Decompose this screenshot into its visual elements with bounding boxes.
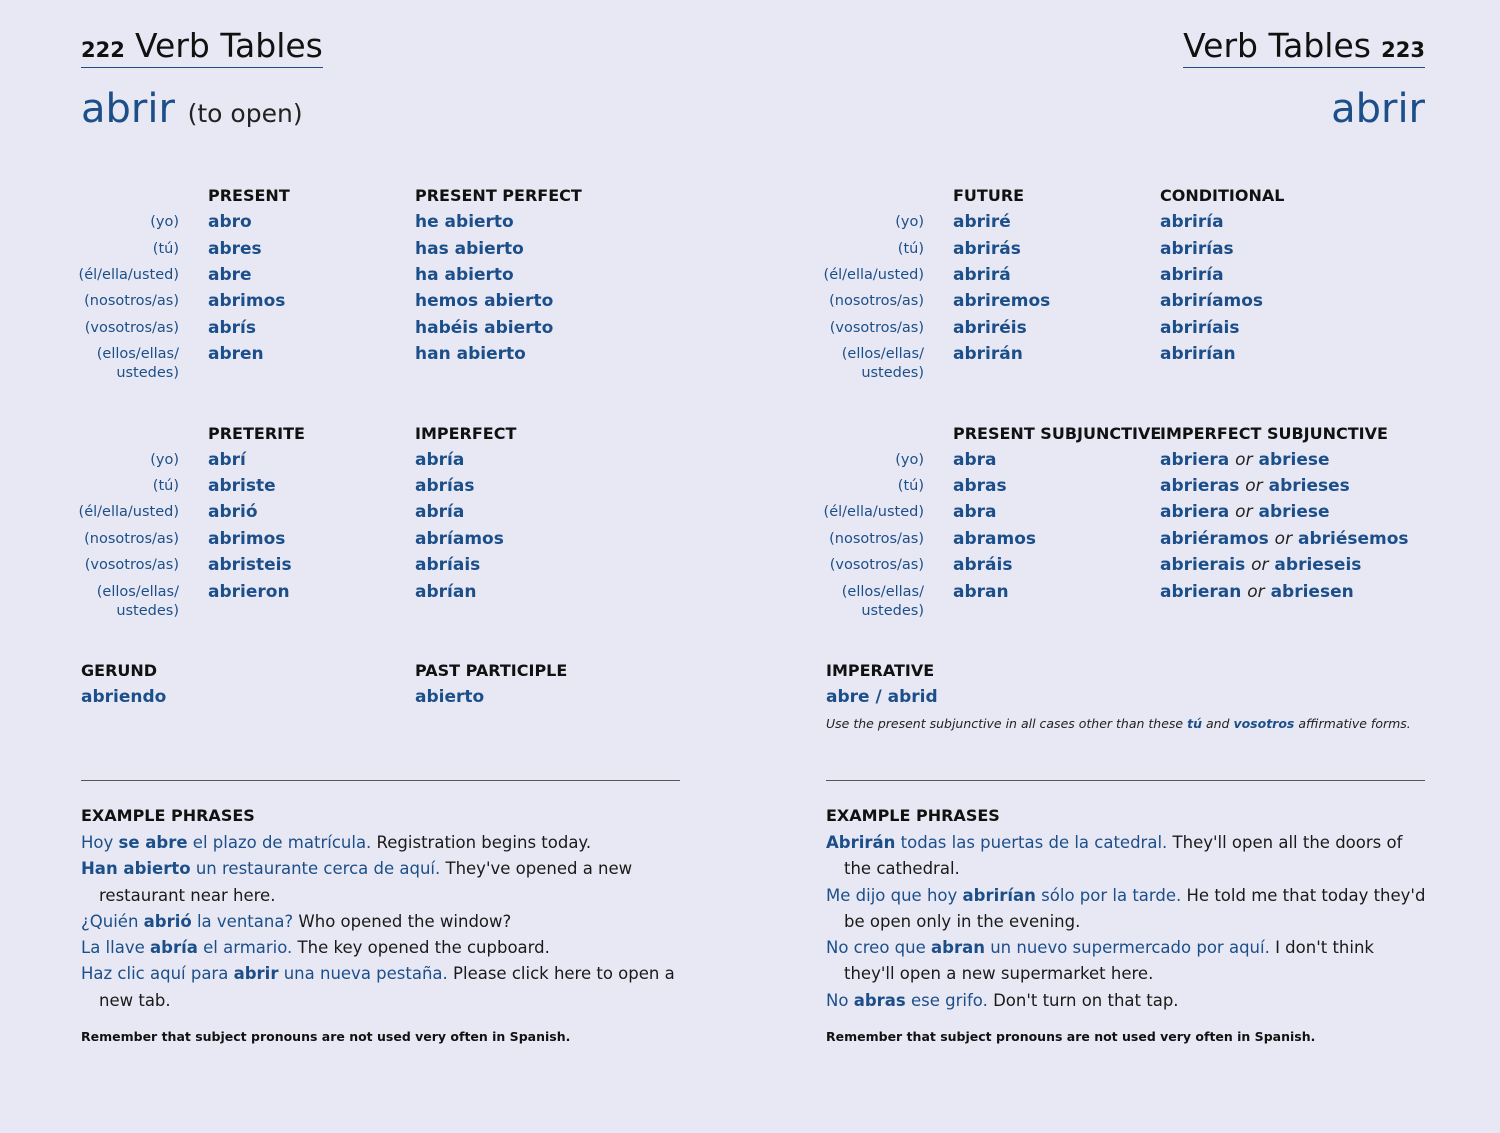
pronoun-tu: (tú) (897, 478, 924, 494)
form-present-perfect-nosotros: hemos abierto (415, 291, 554, 311)
header-title: Verb Tables (135, 26, 323, 65)
tense-present-subjunctive-title: PRESENT SUBJUNCTIVE (953, 424, 1162, 443)
page-number: 222 (81, 38, 125, 62)
form-imperfect-tu: abrías (415, 476, 475, 496)
form-present-subjunctive-el: abra (953, 502, 997, 522)
pronoun-el: (él/ella/usted) (78, 267, 179, 283)
pronoun-ellos: (ellos/ellas/ ustedes) (841, 584, 924, 619)
pronoun-el: (él/ella/usted) (823, 504, 924, 520)
pronoun-tu: (tú) (152, 241, 179, 257)
form-future-vosotros: abriréis (953, 318, 1027, 338)
form-present-subjunctive-tu: abras (953, 476, 1007, 496)
header-title: Verb Tables (1183, 26, 1371, 65)
form-conditional-nosotros: abriríamos (1160, 291, 1264, 311)
form-preterite-el: abrió (208, 502, 258, 522)
form-imperfect-yo: abría (415, 450, 465, 470)
example-phrases-list (826, 830, 1426, 1014)
form-present-tu: abres (208, 239, 262, 259)
form-future-ellos: abrirán (953, 344, 1023, 364)
example-phrase: Han abierto un restaurante cerca de aquí. They've opened a new restaurant near here. (81, 859, 633, 905)
example-phrase: Hoy se abre el plazo de matrícula. Registration begins today. (81, 833, 592, 852)
form-present-el: abre (208, 265, 252, 285)
gerund-form: abriendo (81, 687, 167, 707)
form-future-nosotros: abriremos (953, 291, 1051, 311)
pronoun-ellos: (ellos/ellas/ ustedes) (96, 584, 179, 619)
tense-imperfect-title: IMPERFECT (415, 424, 517, 443)
pronoun-vosotros: (vosotros/as) (829, 320, 924, 336)
tense-preterite-title: PRETERITE (208, 424, 305, 443)
form-conditional-el: abriría (1160, 265, 1224, 285)
form-preterite-yo: abrí (208, 450, 246, 470)
form-imperfect-subjunctive-tu: abrieras or abrieses (1160, 476, 1350, 496)
form-present-ellos: abren (208, 344, 264, 364)
form-present-perfect-vosotros: habéis abierto (415, 318, 554, 338)
right-page (750, 0, 1500, 1133)
tense-future-title: FUTURE (953, 186, 1025, 205)
form-conditional-vosotros: abriríais (1160, 318, 1240, 338)
form-imperfect-el: abría (415, 502, 465, 522)
pronoun-vosotros: (vosotros/as) (84, 320, 179, 336)
form-present-vosotros: abrís (208, 318, 256, 338)
verb-infinitive: abrir (1331, 86, 1425, 132)
form-preterite-ellos: abrieron (208, 582, 290, 602)
pronoun-yo: (yo) (895, 452, 924, 468)
form-imperfect-vosotros: abríais (415, 555, 481, 575)
pronoun-yo: (yo) (150, 214, 179, 230)
imperative-note: Use the present subjunctive in all cases other than these tú and vosotros affirmative forms. (826, 716, 1411, 731)
form-conditional-yo: abriría (1160, 212, 1224, 232)
form-preterite-nosotros: abrimos (208, 529, 286, 549)
tense-present-perfect-title: PRESENT PERFECT (415, 186, 582, 205)
verb-heading (1331, 86, 1425, 132)
verb-heading (81, 86, 303, 132)
imperative-form: abre / abrid (826, 687, 938, 707)
pronoun-ellos: (ellos/ellas/ ustedes) (841, 346, 924, 381)
example-phrase: Haz clic aquí para abrir una nueva pestaña. Please click here to open a new tab. (81, 964, 675, 1010)
example-phrase: No creo que abran un nuevo supermercado por aquí. I don't think they'll open a new supermarket here. (826, 938, 1374, 984)
past-participle-title: PAST PARTICIPLE (415, 661, 568, 680)
form-conditional-ellos: abrirían (1160, 344, 1236, 364)
pronoun-yo: (yo) (150, 452, 179, 468)
example-phrase: No abras ese grifo. Don't turn on that tap. (826, 990, 1179, 1010)
form-present-subjunctive-vosotros: abráis (953, 555, 1013, 575)
pronoun-nosotros: (nosotros/as) (829, 293, 924, 309)
pronoun-vosotros: (vosotros/as) (829, 557, 924, 573)
pronoun-tu: (tú) (152, 478, 179, 494)
form-present-perfect-yo: he abierto (415, 212, 514, 232)
pronoun-ellos: (ellos/ellas/ ustedes) (96, 346, 179, 381)
example-phrase: La llave abría el armario. The key opened the cupboard. (81, 938, 550, 958)
form-preterite-tu: abriste (208, 476, 276, 496)
form-preterite-vosotros: abristeis (208, 555, 292, 575)
pronoun-nosotros: (nosotros/as) (84, 531, 179, 547)
form-imperfect-subjunctive-el: abriera or abriese (1160, 502, 1330, 522)
form-present-perfect-tu: has abierto (415, 239, 524, 259)
gerund-title: GERUND (81, 661, 158, 680)
page-header (81, 26, 323, 68)
pronoun-el: (él/ella/usted) (78, 504, 179, 520)
imperative-title: IMPERATIVE (826, 661, 935, 680)
verb-gloss: (to open) (187, 99, 303, 128)
form-imperfect-nosotros: abríamos (415, 529, 504, 549)
remember-note: Remember that subject pronouns are not used very often in Spanish. (81, 1029, 571, 1044)
form-future-tu: abrirás (953, 239, 1021, 259)
example-phrases-heading: EXAMPLE PHRASES (81, 806, 255, 825)
page-header (1183, 26, 1425, 68)
form-present-perfect-el: ha abierto (415, 265, 514, 285)
example-phrases-heading: EXAMPLE PHRASES (826, 806, 1000, 825)
pronoun-tu: (tú) (897, 241, 924, 257)
example-phrase: Abrirán todas las puertas de la catedral. They'll open all the doors of the cathedral. (826, 833, 1403, 879)
pronoun-vosotros: (vosotros/as) (84, 557, 179, 573)
example-phrases-list (81, 830, 681, 1014)
remember-note: Remember that subject pronouns are not used very often in Spanish. (826, 1029, 1316, 1044)
form-imperfect-subjunctive-vosotros: abrierais or abrieseis (1160, 555, 1362, 575)
form-present-yo: abro (208, 212, 252, 232)
example-phrase: ¿Quién abrió la ventana? Who opened the window? (81, 911, 512, 931)
form-imperfect-subjunctive-nosotros: abriéramos or abriésemos (1160, 529, 1409, 549)
form-conditional-tu: abrirías (1160, 239, 1234, 259)
form-present-subjunctive-ellos: abran (953, 582, 1009, 602)
pronoun-el: (él/ella/usted) (823, 267, 924, 283)
form-future-yo: abriré (953, 212, 1011, 232)
form-present-subjunctive-yo: abra (953, 450, 997, 470)
form-future-el: abrirá (953, 265, 1011, 285)
form-present-nosotros: abrimos (208, 291, 286, 311)
form-imperfect-subjunctive-ellos: abrieran or abriesen (1160, 582, 1354, 602)
tense-present-title: PRESENT (208, 186, 290, 205)
form-imperfect-ellos: abrían (415, 582, 477, 602)
form-imperfect-subjunctive-yo: abriera or abriese (1160, 450, 1330, 470)
tense-conditional-title: CONDITIONAL (1160, 186, 1285, 205)
example-phrase: Me dijo que hoy abrirían sólo por la tarde. He told me that today they'd be open only in the evening. (826, 885, 1426, 931)
pronoun-yo: (yo) (895, 214, 924, 230)
page-number: 223 (1381, 38, 1425, 62)
pronoun-nosotros: (nosotros/as) (84, 293, 179, 309)
past-participle-form: abierto (415, 687, 485, 707)
form-present-subjunctive-nosotros: abramos (953, 529, 1037, 549)
verb-infinitive: abrir (81, 86, 175, 132)
section-divider (826, 780, 1425, 781)
form-present-perfect-ellos: han abierto (415, 344, 526, 364)
pronoun-nosotros: (nosotros/as) (829, 531, 924, 547)
tense-imperfect-subjunctive-title: IMPERFECT SUBJUNCTIVE (1160, 424, 1388, 443)
section-divider (81, 780, 680, 781)
